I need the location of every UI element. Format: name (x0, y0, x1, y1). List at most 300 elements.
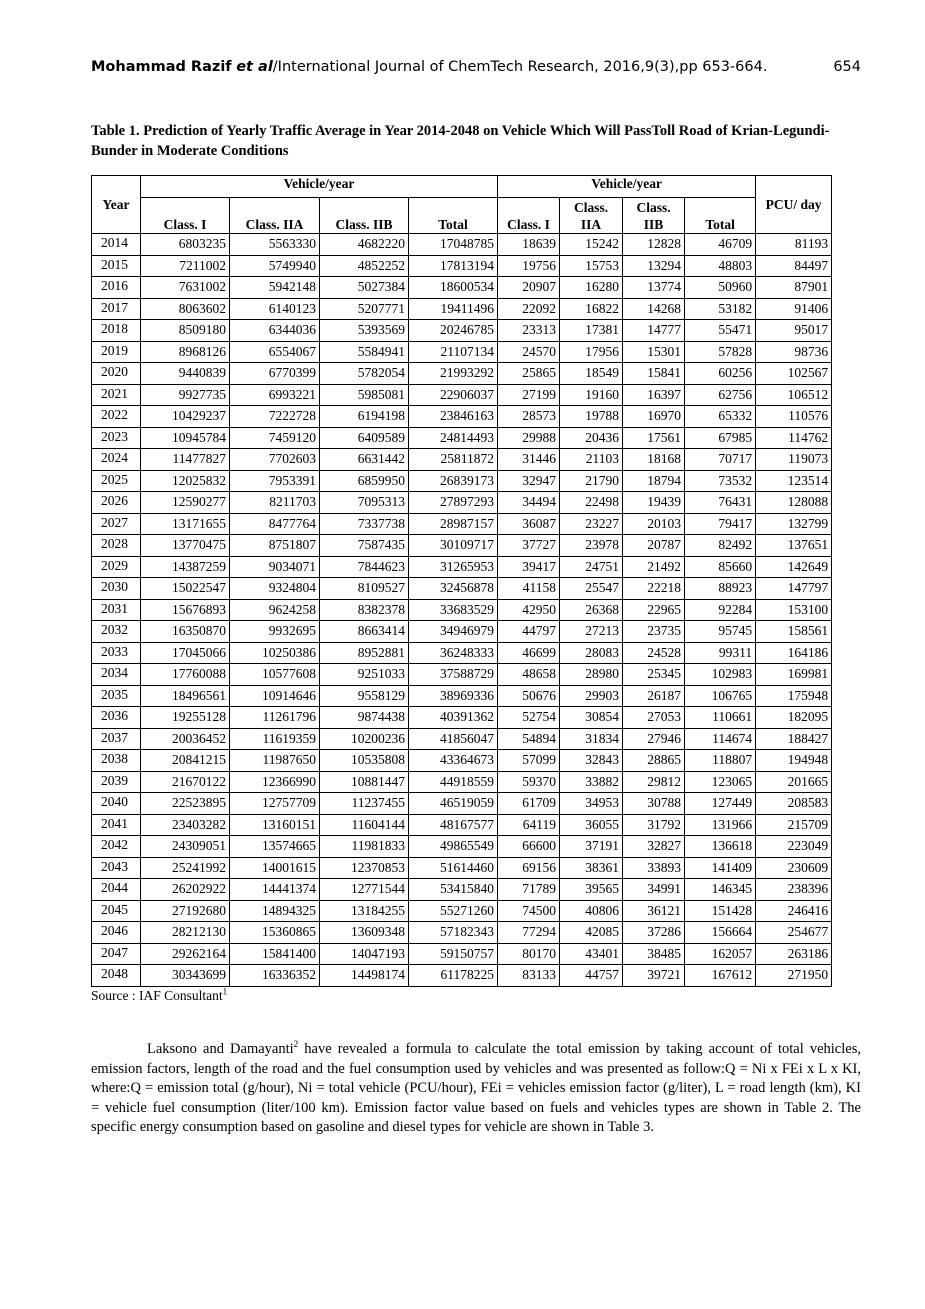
table-cell: 7222728 (230, 406, 320, 428)
table-cell: 25547 (560, 578, 623, 600)
table-cell: 27897293 (409, 492, 498, 514)
table-cell: 65332 (685, 406, 756, 428)
year-cell: 2025 (92, 470, 141, 492)
table-cell: 5942148 (230, 277, 320, 299)
table-cell: 27213 (560, 621, 623, 643)
table-cell: 10429237 (141, 406, 230, 428)
table-cell: 194948 (756, 750, 832, 772)
table-cell: 34991 (623, 879, 685, 901)
page-number: 654 (833, 59, 861, 75)
table-cell: 15242 (560, 234, 623, 256)
table-row (92, 320, 832, 342)
table-cell: 8477764 (230, 513, 320, 535)
table-cell: 48167577 (409, 814, 498, 836)
table-cell: 110576 (756, 406, 832, 428)
table-row (92, 255, 832, 277)
table-cell: 271950 (756, 965, 832, 987)
table-cell: 77294 (498, 922, 560, 944)
table-cell: 48803 (685, 255, 756, 277)
table-row (92, 943, 832, 965)
table-cell: 6554067 (230, 341, 320, 363)
table-cell: 37727 (498, 535, 560, 557)
table-cell: 85660 (685, 556, 756, 578)
table-cell: 9440839 (141, 363, 230, 385)
table-cell: 25811872 (409, 449, 498, 471)
table-cell: 9251033 (320, 664, 409, 686)
table-cell: 11261796 (230, 707, 320, 729)
table-cell: 15022547 (141, 578, 230, 600)
table-cell: 28865 (623, 750, 685, 772)
table-cell: 5393569 (320, 320, 409, 342)
table-cell: 23313 (498, 320, 560, 342)
table-cell: 37286 (623, 922, 685, 944)
table-row (92, 277, 832, 299)
column-header: Total (409, 198, 498, 234)
table-cell: 7211002 (141, 255, 230, 277)
table-cell: 57828 (685, 341, 756, 363)
table-row (92, 879, 832, 901)
table-cell: 254677 (756, 922, 832, 944)
table-cell: 22218 (623, 578, 685, 600)
table-cell: 5563330 (230, 234, 320, 256)
table-body (92, 234, 832, 987)
table-cell: 10200236 (320, 728, 409, 750)
table-cell: 7337738 (320, 513, 409, 535)
table-cell: 24751 (560, 556, 623, 578)
table-cell: 14047193 (320, 943, 409, 965)
table-source (91, 988, 227, 1004)
table-cell: 64119 (498, 814, 560, 836)
table-cell: 30343699 (141, 965, 230, 987)
table-cell: 24570 (498, 341, 560, 363)
table-cell: 188427 (756, 728, 832, 750)
table-cell: 238396 (756, 879, 832, 901)
table-row (92, 384, 832, 406)
table-cell: 119073 (756, 449, 832, 471)
table-cell: 95745 (685, 621, 756, 643)
year-cell: 2048 (92, 965, 141, 987)
table-cell: 17956 (560, 341, 623, 363)
table-cell: 15360865 (230, 922, 320, 944)
table-cell: 23846163 (409, 406, 498, 428)
table-cell: 9324804 (230, 578, 320, 600)
table-cell: 22092 (498, 298, 560, 320)
table-caption: Table 1. Prediction of Yearly Traffic Average in Year 2014-2048 on Vehicle Which Will PassToll Road of Krian-Legundi-Bunder in Moderate Conditions (91, 123, 830, 159)
table-cell: 46709 (685, 234, 756, 256)
table-cell: 12757709 (230, 793, 320, 815)
table-cell: 9874438 (320, 707, 409, 729)
table-cell: 13184255 (320, 900, 409, 922)
table-cell: 48658 (498, 664, 560, 686)
column-header: Class. IIA (560, 198, 623, 234)
table-cell: 7587435 (320, 535, 409, 557)
table-cell: 88923 (685, 578, 756, 600)
table-cell: 4852252 (320, 255, 409, 277)
column-header: Class. I (141, 198, 230, 234)
table-cell: 26187 (623, 685, 685, 707)
table-cell: 20436 (560, 427, 623, 449)
table-cell: 23978 (560, 535, 623, 557)
table-cell: 39721 (623, 965, 685, 987)
table-cell: 263186 (756, 943, 832, 965)
table-cell: 7631002 (141, 277, 230, 299)
table-cell: 137651 (756, 535, 832, 557)
year-cell: 2018 (92, 320, 141, 342)
table-cell: 15301 (623, 341, 685, 363)
year-cell: 2046 (92, 922, 141, 944)
table-cell: 141409 (685, 857, 756, 879)
table-cell: 16970 (623, 406, 685, 428)
table-cell: 11619359 (230, 728, 320, 750)
table-cell: 201665 (756, 771, 832, 793)
table-cell: 15841400 (230, 943, 320, 965)
column-header: Class. IIA (230, 198, 320, 234)
table-cell: 29903 (560, 685, 623, 707)
year-cell: 2035 (92, 685, 141, 707)
table-cell: 9932695 (230, 621, 320, 643)
table-cell: 17045066 (141, 642, 230, 664)
table-cell: 31834 (560, 728, 623, 750)
table-cell: 27946 (623, 728, 685, 750)
year-cell: 2047 (92, 943, 141, 965)
header-authors: Mohammad Razif (91, 59, 232, 75)
table-cell: 37588729 (409, 664, 498, 686)
year-cell: 2015 (92, 255, 141, 277)
table-cell: 23227 (560, 513, 623, 535)
table-cell: 8968126 (141, 341, 230, 363)
table-cell: 16280 (560, 277, 623, 299)
year-cell: 2019 (92, 341, 141, 363)
table-cell: 215709 (756, 814, 832, 836)
table-cell: 87901 (756, 277, 832, 299)
table-cell: 57182343 (409, 922, 498, 944)
table-cell: 9034071 (230, 556, 320, 578)
table-cell: 21103 (560, 449, 623, 471)
table-cell: 33893 (623, 857, 685, 879)
table-row (92, 341, 832, 363)
table-cell: 41158 (498, 578, 560, 600)
table-cell: 30788 (623, 793, 685, 815)
table-cell: 19788 (560, 406, 623, 428)
table-cell: 41856047 (409, 728, 498, 750)
table-cell: 12025832 (141, 470, 230, 492)
table-cell: 4682220 (320, 234, 409, 256)
column-header: Class. IIB (320, 198, 409, 234)
table-cell: 15753 (560, 255, 623, 277)
table-row (92, 771, 832, 793)
table-cell: 123065 (685, 771, 756, 793)
table-cell: 18639 (498, 234, 560, 256)
table-cell: 34953 (560, 793, 623, 815)
table-cell: 146345 (685, 879, 756, 901)
table-cell: 14894325 (230, 900, 320, 922)
source-text: Source : IAF Consultant (91, 988, 223, 1003)
table-row (92, 836, 832, 858)
table-cell: 26839173 (409, 470, 498, 492)
table-cell: 28980 (560, 664, 623, 686)
table-row (92, 922, 832, 944)
table-cell: 38969336 (409, 685, 498, 707)
table-cell: 25345 (623, 664, 685, 686)
table-cell: 55471 (685, 320, 756, 342)
table-cell: 32947 (498, 470, 560, 492)
table-cell: 27053 (623, 707, 685, 729)
year-cell: 2041 (92, 814, 141, 836)
table-cell: 6409589 (320, 427, 409, 449)
table-cell: 16336352 (230, 965, 320, 987)
table-row (92, 621, 832, 643)
table-cell: 54894 (498, 728, 560, 750)
pcu-day-header: PCU/ day (756, 176, 832, 234)
vehicle-year-group-header-1: Vehicle/year (141, 176, 498, 198)
table-cell: 153100 (756, 599, 832, 621)
header-etal: et al (236, 59, 273, 75)
year-cell: 2036 (92, 707, 141, 729)
table-row (92, 814, 832, 836)
table-cell: 106765 (685, 685, 756, 707)
table-cell: 99311 (685, 642, 756, 664)
year-cell: 2016 (92, 277, 141, 299)
table-cell: 10881447 (320, 771, 409, 793)
year-cell: 2030 (92, 578, 141, 600)
table-cell: 19160 (560, 384, 623, 406)
table-cell: 19756 (498, 255, 560, 277)
column-header: Total (685, 198, 756, 234)
paragraph-part2: have revealed a formula to calculate the total emission by taking account of total vehicles, emission factors, length of the road and the fuel consumption used by vehicles and was presented as follow:Q = Ni x FEi x L x KI, where:Q = emission total (g/hour), Ni = total vehicle (PCU/hour), FEi = vehicles emission factor (g/liter), L = road length (km), KI = vehicle fuel consumption (liter/100 km). Emission factor value based on fuels and vehicles types are shown in Table 2. The specific energy consumption based on gasoline and diesel types for vehicle are shown in Table 3. (91, 1041, 861, 1135)
table-cell: 82492 (685, 535, 756, 557)
table-cell: 18496561 (141, 685, 230, 707)
table-cell: 14001615 (230, 857, 320, 879)
table-cell: 11237455 (320, 793, 409, 815)
table-cell: 20036452 (141, 728, 230, 750)
table-cell: 44918559 (409, 771, 498, 793)
table-cell: 44797 (498, 621, 560, 643)
year-cell: 2040 (92, 793, 141, 815)
table-cell: 50960 (685, 277, 756, 299)
table-cell: 34946979 (409, 621, 498, 643)
table-cell: 32843 (560, 750, 623, 772)
table-cell: 19255128 (141, 707, 230, 729)
table-cell: 43401 (560, 943, 623, 965)
table-cell: 5584941 (320, 341, 409, 363)
table-cell: 32456878 (409, 578, 498, 600)
table-cell: 151428 (685, 900, 756, 922)
table-cell: 24309051 (141, 836, 230, 858)
year-cell: 2028 (92, 535, 141, 557)
year-cell: 2021 (92, 384, 141, 406)
table-cell: 13609348 (320, 922, 409, 944)
table-cell: 162057 (685, 943, 756, 965)
table-cell: 16397 (623, 384, 685, 406)
table-row (92, 750, 832, 772)
running-header (91, 57, 861, 77)
table-cell: 44757 (560, 965, 623, 987)
table-cell: 19411496 (409, 298, 498, 320)
table-row (92, 298, 832, 320)
table-cell: 167612 (685, 965, 756, 987)
table-cell: 12828 (623, 234, 685, 256)
year-cell: 2033 (92, 642, 141, 664)
table-cell: 53415840 (409, 879, 498, 901)
table-cell: 28083 (560, 642, 623, 664)
table-cell: 20907 (498, 277, 560, 299)
traffic-prediction-table (91, 175, 832, 987)
table-cell: 5207771 (320, 298, 409, 320)
table-cell: 7953391 (230, 470, 320, 492)
table-cell: 95017 (756, 320, 832, 342)
year-cell: 2022 (92, 406, 141, 428)
table-cell: 12370853 (320, 857, 409, 879)
year-cell: 2039 (92, 771, 141, 793)
table-cell: 34494 (498, 492, 560, 514)
table-cell: 11477827 (141, 449, 230, 471)
table-cell: 32827 (623, 836, 685, 858)
table-cell: 71789 (498, 879, 560, 901)
table-cell: 9927735 (141, 384, 230, 406)
table-row (92, 449, 832, 471)
year-cell: 2044 (92, 879, 141, 901)
table-cell: 36087 (498, 513, 560, 535)
table-cell: 131966 (685, 814, 756, 836)
table-cell: 38361 (560, 857, 623, 879)
table-cell: 110661 (685, 707, 756, 729)
table-cell: 52754 (498, 707, 560, 729)
table-cell: 20787 (623, 535, 685, 557)
table-cell: 10250386 (230, 642, 320, 664)
table-row (92, 492, 832, 514)
year-cell: 2032 (92, 621, 141, 643)
table-cell: 20103 (623, 513, 685, 535)
table-cell: 27192680 (141, 900, 230, 922)
year-cell: 2017 (92, 298, 141, 320)
table-cell: 36248333 (409, 642, 498, 664)
table-cell: 12771544 (320, 879, 409, 901)
table-cell: 22523895 (141, 793, 230, 815)
source-ref: 1 (222, 986, 228, 997)
paragraph-part1: Laksono and Damayanti (147, 1041, 294, 1057)
table-cell: 142649 (756, 556, 832, 578)
table-cell: 136618 (685, 836, 756, 858)
table-cell: 21993292 (409, 363, 498, 385)
year-cell: 2034 (92, 664, 141, 686)
table-cell: 91406 (756, 298, 832, 320)
table-cell: 11987650 (230, 750, 320, 772)
table-cell: 14441374 (230, 879, 320, 901)
table-cell: 169981 (756, 664, 832, 686)
table-cell: 5749940 (230, 255, 320, 277)
table-cell: 18549 (560, 363, 623, 385)
table-cell: 50676 (498, 685, 560, 707)
table-cell: 8063602 (141, 298, 230, 320)
table-cell: 60256 (685, 363, 756, 385)
table-cell: 175948 (756, 685, 832, 707)
column-header: Class. IIB (623, 198, 685, 234)
table-cell: 118807 (685, 750, 756, 772)
table-cell: 26368 (560, 599, 623, 621)
table-cell: 5027384 (320, 277, 409, 299)
table-cell: 114674 (685, 728, 756, 750)
table-cell: 23403282 (141, 814, 230, 836)
table-cell: 30854 (560, 707, 623, 729)
table-cell: 81193 (756, 234, 832, 256)
table-cell: 23735 (623, 621, 685, 643)
table-cell: 12366990 (230, 771, 320, 793)
table-cell: 29262164 (141, 943, 230, 965)
table-cell: 8382378 (320, 599, 409, 621)
table-cell: 31446 (498, 449, 560, 471)
table-cell: 6194198 (320, 406, 409, 428)
header-journal: /International Journal of ChemTech Research, 2016,9(3),pp 653-664. (272, 59, 768, 75)
table-cell: 29988 (498, 427, 560, 449)
table-cell: 14387259 (141, 556, 230, 578)
paragraph-ref: 2 (293, 1039, 299, 1050)
table-cell: 20841215 (141, 750, 230, 772)
table-cell: 223049 (756, 836, 832, 858)
table-cell: 53182 (685, 298, 756, 320)
table-cell: 21790 (560, 470, 623, 492)
table-cell: 46519059 (409, 793, 498, 815)
year-cell: 2037 (92, 728, 141, 750)
table-cell: 13160151 (230, 814, 320, 836)
year-cell: 2045 (92, 900, 141, 922)
table-cell: 43364673 (409, 750, 498, 772)
table-cell: 62756 (685, 384, 756, 406)
table-cell: 12590277 (141, 492, 230, 514)
table-cell: 31792 (623, 814, 685, 836)
table-cell: 38485 (623, 943, 685, 965)
table-cell: 24814493 (409, 427, 498, 449)
table-row (92, 427, 832, 449)
year-cell: 2029 (92, 556, 141, 578)
column-header: Class. I (498, 198, 560, 234)
table-cell: 57099 (498, 750, 560, 772)
table-cell: 164186 (756, 642, 832, 664)
table-cell: 26202922 (141, 879, 230, 901)
table-cell: 39565 (560, 879, 623, 901)
table-cell: 17561 (623, 427, 685, 449)
year-cell: 2020 (92, 363, 141, 385)
table-cell: 70717 (685, 449, 756, 471)
table-cell: 13770475 (141, 535, 230, 557)
year-cell: 2023 (92, 427, 141, 449)
table-cell: 66600 (498, 836, 560, 858)
table-cell: 18168 (623, 449, 685, 471)
table-row (92, 793, 832, 815)
table-cell: 18794 (623, 470, 685, 492)
table-cell: 127449 (685, 793, 756, 815)
table-cell: 21670122 (141, 771, 230, 793)
table-cell: 230609 (756, 857, 832, 879)
table-cell: 22906037 (409, 384, 498, 406)
table-cell: 42950 (498, 599, 560, 621)
body-paragraph (91, 1040, 861, 1138)
table-cell: 61178225 (409, 965, 498, 987)
table-row (92, 642, 832, 664)
table-cell: 10535808 (320, 750, 409, 772)
table-row (92, 965, 832, 987)
table-cell: 16350870 (141, 621, 230, 643)
table-cell: 8663414 (320, 621, 409, 643)
table-cell: 28573 (498, 406, 560, 428)
table-cell: 8952881 (320, 642, 409, 664)
table-cell: 114762 (756, 427, 832, 449)
table-cell: 25241992 (141, 857, 230, 879)
table-cell: 123514 (756, 470, 832, 492)
table-row (92, 363, 832, 385)
table-cell: 98736 (756, 341, 832, 363)
table-cell: 76431 (685, 492, 756, 514)
table-row (92, 513, 832, 535)
